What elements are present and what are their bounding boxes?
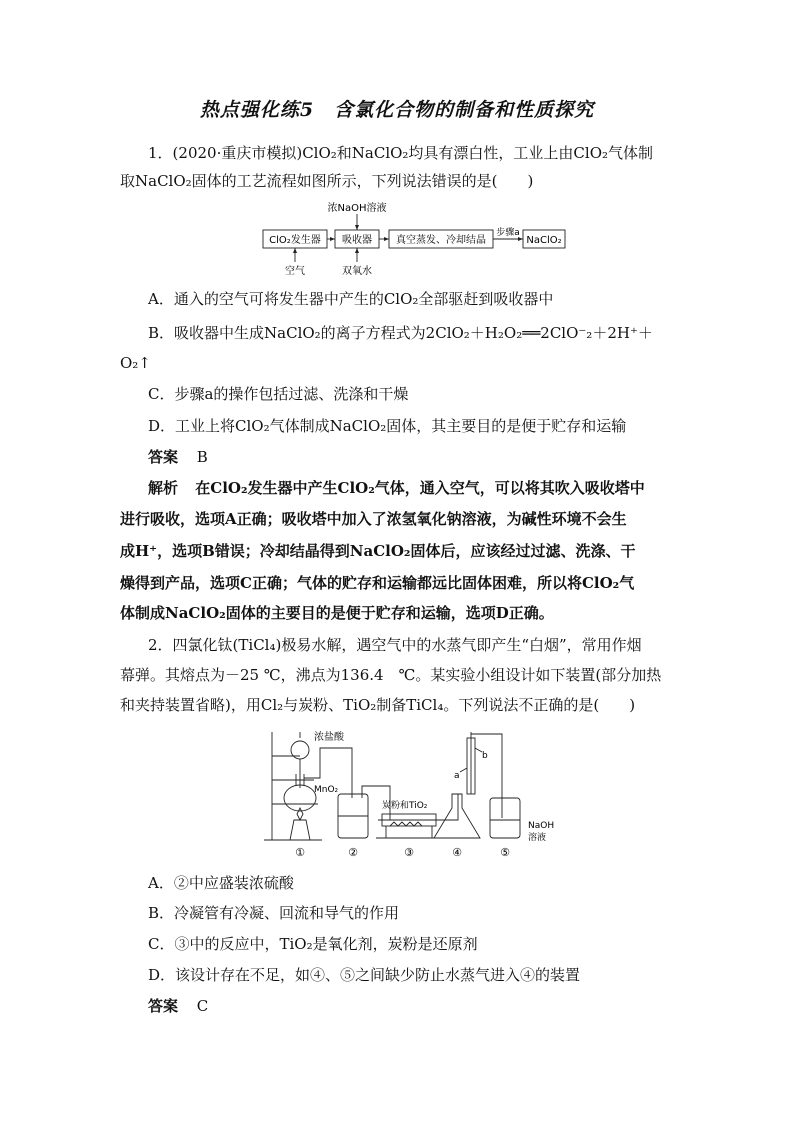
q1-analysis-row xyxy=(148,478,708,498)
label-mno2: MnO₂ xyxy=(314,785,339,795)
q2-answer-row xyxy=(148,996,708,1016)
flow-input-air: 空气 xyxy=(285,266,305,277)
label-solution: 溶液 xyxy=(528,833,547,843)
flow-box1-label: ClO₂发生器 xyxy=(269,235,321,246)
label-a: a xyxy=(454,771,460,781)
flow-box4-label: NaClO₂ xyxy=(526,235,562,246)
q1-analysis-line4: 燥得到产品，选项C正确；气体的贮存和运输都远比固体困难，所以将ClO₂气 xyxy=(120,574,635,592)
q1-option-a: A．通入的空气可将发生器中产生的ClO₂全部驱赶到吸收器中 xyxy=(148,290,554,308)
alcohol-lamp xyxy=(290,820,310,840)
q2-option-b: B．冷凝管有冷凝、回流和导气的作用 xyxy=(148,904,400,922)
label-n2: ② xyxy=(348,846,358,859)
q1-answer: B xyxy=(196,448,208,466)
label-n1: ① xyxy=(295,846,305,859)
absorb-bottle-5 xyxy=(490,798,520,838)
label-n5: ⑤ xyxy=(500,846,510,859)
q1-stem-line2: 取NaClO₂固体的工艺流程如图所示，下列说法错误的是( ) xyxy=(120,172,534,190)
label-n3: ③ xyxy=(404,846,414,859)
q2-stem-line1: 2．四氯化钛(TiCl₄)极易水解，遇空气中的水蒸气即产生“白烟”，常用作烟 xyxy=(148,636,642,654)
q1-answer-row xyxy=(148,447,708,467)
q1-analysis-line3: 成H⁺，选项B错误；冷却结晶得到NaClO₂固体后，应该经过过滤、洗涤、干 xyxy=(120,542,636,560)
q1-answer-label: 答案 xyxy=(148,448,179,466)
q1-analysis-line5: 体制成NaClO₂固体的主要目的是便于贮存和运输，选项D正确。 xyxy=(120,604,554,622)
label-naoh: NaOH xyxy=(528,821,555,831)
q2-answer: C xyxy=(196,997,209,1015)
page-title: 热点强化练5 含氯化合物的制备和性质探究 xyxy=(199,99,595,121)
q2-stem-line3: 和夹持装置省略)，用Cl₂与炭粉、TiO₂制备TiCl₄。下列说法不正确的是( ) xyxy=(120,696,636,714)
q1-option-b-line1: B．吸收器中生成NaClO₂的离子方程式为2ClO₂＋H₂O₂══2ClO⁻₂＋2H⁺＋ xyxy=(148,324,653,342)
q1-option-c: C．步骤a的操作包括过滤、洗涤和干燥 xyxy=(148,385,409,403)
label-hcl: 浓盐酸 xyxy=(314,732,344,743)
q2-option-c: C．③中的反应中，TiO₂是氧化剂，炭粉是还原剂 xyxy=(148,935,478,953)
q2-apparatus-diagram xyxy=(262,728,572,863)
flow-box2-label: 吸收器 xyxy=(342,235,372,246)
flow-box3-label: 真空蒸发、冷却结晶 xyxy=(396,235,486,246)
q1-option-d: D．工业上将ClO₂气体制成NaClO₂固体，其主要目的是便于贮存和运输 xyxy=(148,417,627,435)
q2-option-a: A．②中应盛装浓硫酸 xyxy=(148,874,294,892)
q1-analysis-line2: 进行吸收，选项A正确；吸收塔中加入了浓氢氧化钠溶液，为碱性环境不会生 xyxy=(120,510,627,528)
q1-option-b-line2: O₂↑ xyxy=(120,354,151,372)
flow-step-label: 步骤a xyxy=(496,228,520,238)
label-carbon-tio2: 炭粉和TiO₂ xyxy=(382,801,428,811)
conical-flask-4 xyxy=(434,794,480,838)
q2-stem-line2: 幕弹。其熔点为－25 ℃，沸点为136.4 ℃。某实验小组设计如下装置(部分加热 xyxy=(120,666,662,684)
q2-option-d: D．该设计存在不足，如④、⑤之间缺少防止水蒸气进入④的装置 xyxy=(148,966,581,984)
q2-answer-label: 答案 xyxy=(148,997,179,1015)
flow-input-h2o2: 双氧水 xyxy=(342,266,372,277)
q1-stem-line1: 1．(2020·重庆市模拟)ClO₂和NaClO₂均具有漂白性，工业上由ClO₂气体制 xyxy=(148,144,654,162)
flow-top-input: 浓NaOH溶液 xyxy=(327,203,387,214)
q1-analysis-line1: 在ClO₂发生器中产生ClO₂气体，通入空气，可以将其吹入吸收塔中 xyxy=(195,479,645,497)
label-n4: ④ xyxy=(452,846,462,859)
q1-flow-diagram xyxy=(255,200,575,280)
q1-analysis-label: 解析 xyxy=(148,479,179,497)
label-b: b xyxy=(482,751,488,761)
